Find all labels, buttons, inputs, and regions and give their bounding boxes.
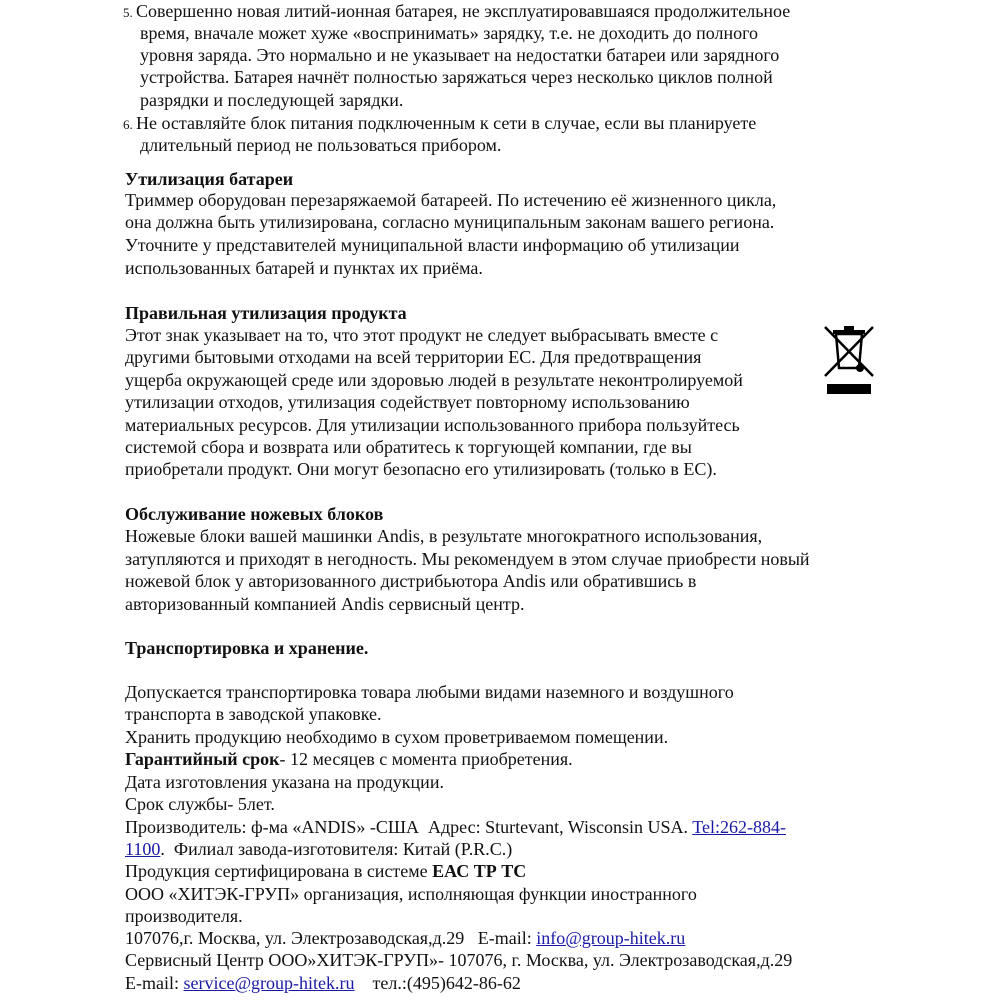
text-line [140, 89, 403, 111]
text: затупляются и приходят в негодность. Мы рекомендуем в этом случае приобрести новый [125, 549, 810, 569]
text-line [140, 22, 758, 44]
text: Сервисный Центр ООО»ХИТЭК-ГРУП»- 107076, г. Москва, ул. Электрозаводская,д.29 [125, 950, 793, 970]
text: тел.:(495)642-86-62 [354, 973, 521, 993]
link[interactable]: info@group-hitek.ru [536, 928, 686, 948]
text: использованных батарей и пунктах их приёма. [125, 258, 483, 278]
text: Совершенно новая литий-ионная батарея, не эксплуатировавшаяся продолжительное [136, 1, 791, 21]
text-line [125, 436, 692, 458]
text: транспорта в заводской упаковке. [125, 704, 382, 724]
link[interactable]: Tel:262-884- [692, 817, 786, 837]
text: длительный период не пользоваться прибором. [140, 135, 502, 155]
text-line [125, 458, 717, 480]
text: ООО «ХИТЭК-ГРУП» организация, исполняющая функции иностранного [125, 884, 697, 904]
text: устройства. Батарея начнёт полностью заряжаться через несколько циклов полной [140, 67, 773, 87]
text-line [125, 949, 792, 971]
text: материальных ресурсов. Для утилизации использованного прибора пользуйтесь [125, 415, 740, 435]
text-line [125, 369, 743, 391]
link[interactable]: 1100 [125, 839, 161, 859]
text-line [125, 548, 810, 570]
section-heading [125, 637, 368, 659]
text-line [140, 66, 773, 88]
text: Триммер оборудован перезаряжаемой батареей. По истечению её жизненного цикла, [125, 190, 777, 210]
text: Ножевые блоки вашей машинки Andis, в результате многократного использования, [125, 526, 763, 546]
text-line [125, 324, 718, 346]
text: время, вначале может хуже «воспринимать» зарядку, т.е. не доходить до полного [140, 23, 759, 43]
text-line [125, 593, 524, 615]
text-line [125, 748, 573, 770]
text-line [125, 972, 521, 994]
text-line [125, 905, 243, 927]
text-line [125, 681, 734, 703]
text-line [125, 816, 786, 838]
text: авторизованный компанией Andis сервисный центр. [125, 594, 525, 614]
text-line [125, 391, 690, 413]
text: ущерба окружающей среде или здоровью людей в результате неконтролируемой [125, 370, 743, 390]
text: Продукция сертифицирована в системе [125, 861, 433, 881]
text-line [125, 189, 776, 211]
section-heading [125, 503, 383, 525]
text: производителя. [125, 906, 243, 926]
text-line [123, 0, 790, 22]
text-line [125, 838, 512, 860]
section-heading [125, 168, 293, 190]
text: Срок службы- 5лет. [125, 794, 275, 814]
text: Уточните у представителей муниципальной власти информацию об утилизации [125, 235, 740, 255]
text: Дата изготовления указана на продукции. [125, 772, 444, 792]
text: Не оставляйте блок питания подключенным к сети в случае, если вы планируете [136, 113, 757, 133]
text-line [125, 234, 740, 256]
bold-text: Обслуживание ножевых блоков [125, 504, 384, 524]
text-line [140, 44, 779, 66]
text: - 12 месяцев с момента приобретения. [279, 749, 573, 769]
link[interactable]: service@group-hitek.ru [183, 973, 355, 993]
bold-text: Гарантийный срок [125, 749, 280, 769]
text: утилизации отходов, утилизация содействует повторному использованию [125, 392, 690, 412]
text-line [125, 525, 762, 547]
text-line [125, 771, 444, 793]
text-line [125, 927, 685, 949]
bold-text: Транспортировка и хранение. [125, 638, 369, 658]
bold-text: Утилизация батареи [125, 169, 294, 189]
text-line [140, 134, 501, 156]
section-heading [125, 302, 407, 324]
text-line [123, 112, 756, 134]
text: системой сбора и возврата или обратитесь к торгующей компании, где вы [125, 437, 692, 457]
text: разрядки и последующей зарядки. [140, 90, 404, 110]
text-line [125, 346, 701, 368]
bold-text: ЕАС ТР ТС [432, 861, 527, 881]
text: уровня заряда. Это нормально и не указывает на недостатки батареи или зарядного [140, 45, 780, 65]
text: E-mail: [125, 973, 184, 993]
text: Хранить продукцию необходимо в сухом проветриваемом помещении. [125, 727, 669, 747]
text: . Филиал завода-изготовителя: Китай (P.R.C.) [160, 839, 513, 859]
list-number: 5. [123, 5, 136, 20]
text: другими бытовыми отходами на всей территории ЕС. Для предотвращения [125, 347, 702, 367]
weee-crossed-bin-icon [822, 324, 876, 396]
text: Производитель: ф-ма «ANDIS» -США Адрес: Sturtevant, Wisconsin USA. [125, 817, 693, 837]
text-line [125, 211, 774, 233]
text-line [125, 883, 697, 905]
text: ножевой блок у авторизованного дистрибьютора Andis или обратившись в [125, 571, 697, 591]
text: Допускается транспортировка товара любыми видами наземного и воздушного [125, 682, 734, 702]
text: Этот знак указывает на то, что этот продукт не следует выбрасывать вместе с [125, 325, 719, 345]
list-number: 6. [123, 117, 136, 132]
text: приобретали продукт. Они могут безопасно его утилизировать (только в ЕС). [125, 459, 717, 479]
text-line [125, 414, 740, 436]
text-line [125, 703, 381, 725]
text: 107076,г. Москва, ул. Электрозаводская,д.29 E-mail: [125, 928, 537, 948]
text-line [125, 570, 696, 592]
text-line [125, 860, 526, 882]
text: она должна быть утилизирована, согласно муниципальным законам вашего региона. [125, 212, 775, 232]
text-line [125, 257, 483, 279]
text-line [125, 793, 275, 815]
text-line [125, 726, 668, 748]
bold-text: Правильная утилизация продукта [125, 303, 407, 323]
